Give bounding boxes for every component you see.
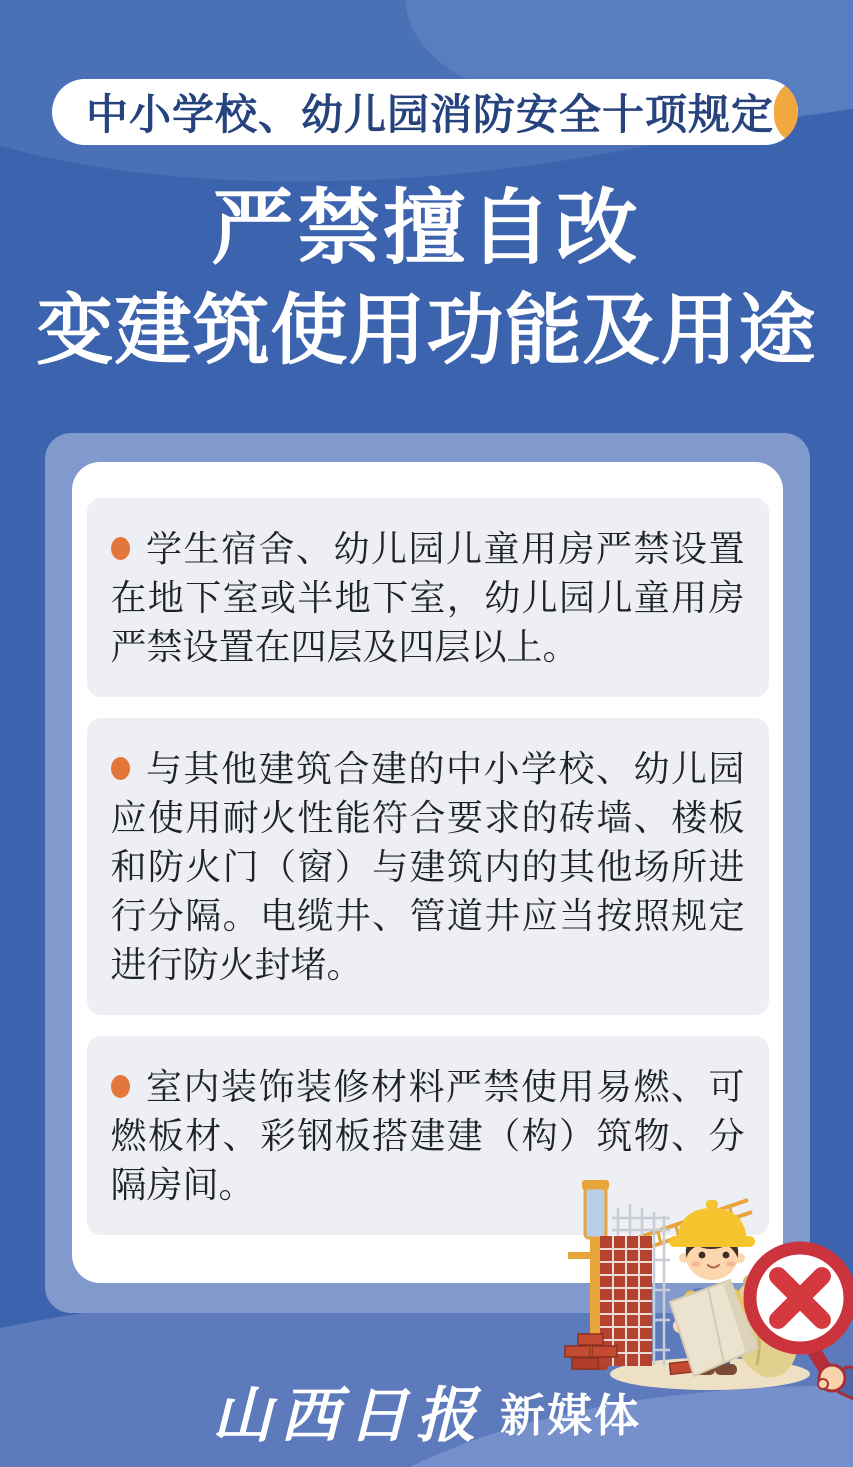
brand-script-text: 山西日报 [211,1383,484,1449]
search-bar[interactable] [52,79,798,145]
page-title-line1: 严禁擅自改 [211,183,642,274]
brand-logo [0,1368,853,1454]
page-title-line2: 变建筑使用功能及用途 [36,288,817,374]
brand-suffix-text: 新媒体 [499,1389,641,1441]
page-title [0,178,853,382]
bullet-icon [111,537,130,560]
rule-text-1: 学生宿舍、幼儿园儿童用房严禁设置在地下室或半地下室，幼儿园儿童用房严禁设置在四层及四层以上。 [110,528,745,667]
bullet-icon [111,1075,130,1098]
rule-text-2: 与其他建筑合建的中小学校、幼儿园应使用耐火性能符合要求的砖墙、楼板和防火门（窗）与建筑内的其他场所进行分隔。电缆井、管道井应当按照规定进行防火封堵。 [110,748,745,985]
bullet-icon [111,757,130,780]
rule-item-1 [87,498,769,697]
rule-text-3: 室内装饰装修材料严禁使用易燃、可燃板材、彩钢板搭建建（构）筑物、分隔房间。 [110,1066,745,1205]
header-title: 中小学校、幼儿园消防安全十项规定 [86,91,775,138]
rule-item-2 [87,718,769,1015]
